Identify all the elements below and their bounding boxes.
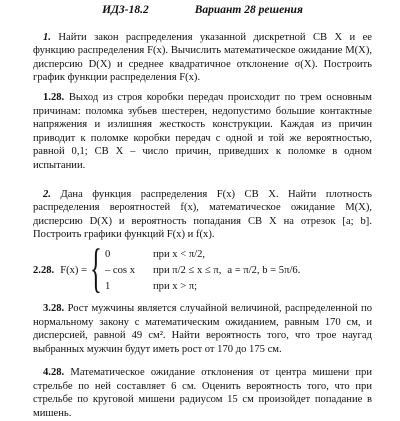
formula-case: – cos x при π/2 ≤ x ≤ π, [104,265,222,277]
task-1-number: 1. [43,31,51,43]
problem-4-28 [33,366,372,420]
task-2-text: Дана функция распределения F(x) СВ X. Найти плотность распределения вероятностей f(x), математическое ожидание M(X), дисперсию D(X) и вероятность попадания СВ X на отрезок [a; b]. Построить графики функций F(x) и f(x). [33,188,372,241]
left-brace: { [90,237,102,298]
formula-cases [105,248,221,294]
problem-2-28-formula [33,237,372,298]
problem-4-28-number: 4.28. [43,367,65,379]
problem-3-28 [33,302,372,356]
task-2-number: 2. [43,188,51,200]
problem-3-28-text: Рост мужчины является случайной величиной, распределенной по нормальному закону с математическим ожиданием, равным 170 см, и дисперсией, равной 49 см². Найти вероятность того, что трое наугад выбранных мужчин будут иметь рост от 170 до 175 см. [33,302,372,355]
problem-3-28-number: 3.28. [43,302,65,314]
task-1-statement [33,31,372,85]
task-1-text: Найти закон распределения указанной дискретной СВ X и ее функцию распределения F(x). Вычислить математическое ожидание M(X), дисперсию D(X) и среднее квадратичное отклонение σ(X). Построить график функции распределения F(x). [33,31,372,84]
problem-1-28-number: 1.28. [43,91,65,103]
problem-2-28-number: 2.28. [33,265,55,277]
task-2-statement [33,188,372,242]
interval-params: a = π/2, b = 5π/6. [227,265,301,277]
problem-1-28-text: Выход из строя коробки передач происходит по трем основным причинам: поломка зубьев шестерен, недопустимо большие контактные напряжения и излишняя жесткость конструкции. Каждая из причин приводит к поломке коробки передач с одной и той же вероятностью, равной 0,1; СВ X – число причин, приведших к поломке в одном испытании. [33,91,372,171]
formula-case: 0 при x < π/2, [104,248,206,260]
problem-1-28 [33,91,372,173]
variant-title: Вариант 28 решения [194,4,303,16]
assignment-code: ИДЗ-18.2 [102,4,149,16]
header [33,0,372,18]
formula-case: 1 при x > π; [104,281,198,293]
formula-lhs: F(x) = [60,265,88,277]
problem-4-28-text: Математическое ожидание отклонения от центра мишени при стрельбе по ней составляет 6 см. Оценить вероятность того, что при стрельбе по круговой мишени радиусом 15 см произойдет попадание в мишень. [33,367,372,420]
